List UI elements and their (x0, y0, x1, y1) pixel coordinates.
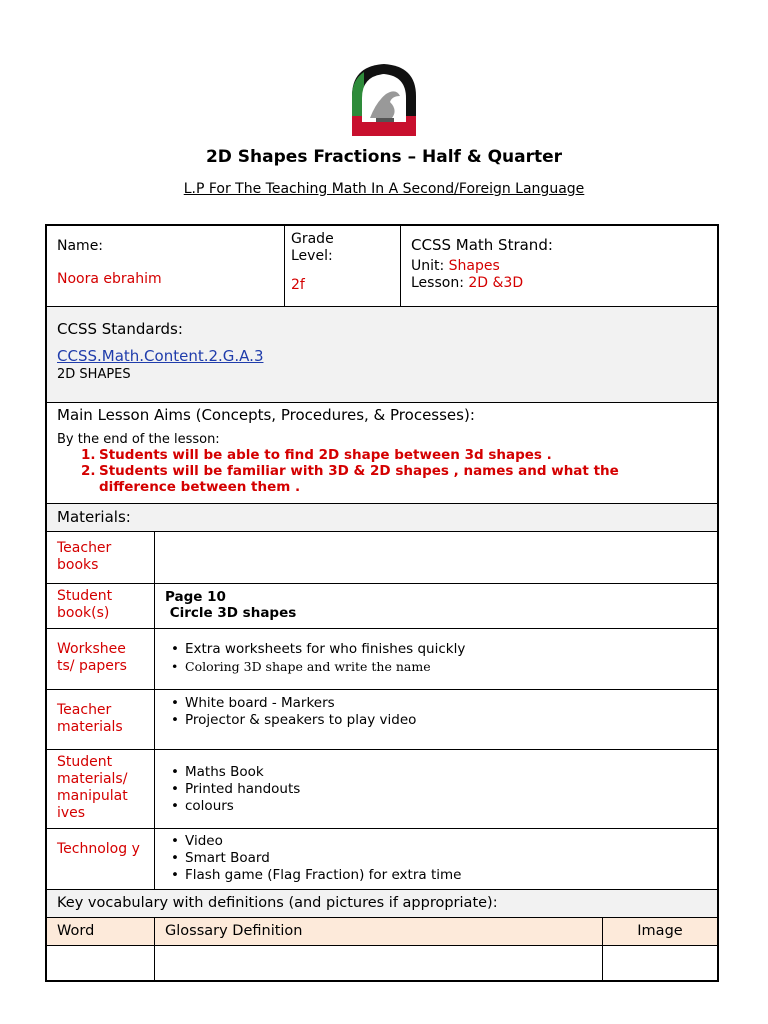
list-item: • Projector & speakers to play video (165, 712, 707, 729)
standards-heading: CCSS Standards: (57, 320, 183, 338)
material-label-teacher-materials: Teacher materials (47, 690, 155, 750)
vocab-word-cell (47, 946, 155, 980)
school-logo (346, 62, 422, 140)
standard-link[interactable]: CCSS.Math.Content.2.G.A.3 (57, 347, 264, 365)
unit-value: Shapes (448, 258, 500, 274)
list-item: • Extra worksheets for who finishes quickly (165, 641, 707, 658)
vocab-col-word: Word (47, 918, 155, 946)
list-item: • Flash game (Flag Fraction) for extra time (165, 867, 707, 884)
vocab-image-cell (603, 946, 717, 980)
material-value-student-books: Page 10 Circle 3D shapes (155, 584, 717, 629)
vocab-col-image: Image (603, 918, 717, 946)
material-value-student-materials (155, 750, 717, 829)
list-item: • Coloring 3D shape and write the name (165, 658, 707, 675)
materials-heading: Materials: (57, 508, 131, 526)
material-label-student-books: Student book(s) (47, 584, 155, 629)
name-cell (47, 226, 285, 307)
list-item: • Smart Board (165, 850, 707, 867)
page-title: 2D Shapes Fractions – Half & Quarter (205, 147, 563, 167)
list-item: • Video (165, 833, 707, 850)
unit-label: Unit: (411, 258, 449, 274)
material-value-technology (155, 829, 717, 890)
aim-item: 1. Students will be able to find 2D shape between 3d shapes . (81, 447, 552, 463)
name-label: Name: (57, 238, 104, 254)
aims-heading: Main Lesson Aims (Concepts, Procedures, & Processes): (57, 406, 475, 424)
lesson-label: Lesson: (411, 275, 469, 291)
list-item: • Printed handouts (165, 781, 707, 798)
grade-label: Grade Level: (291, 231, 334, 264)
material-value-worksheets (155, 629, 717, 690)
aims-cell (47, 403, 717, 504)
standard-description: 2D SHAPES (57, 367, 131, 382)
material-label-student-materials: Student materials/ manipulat ives (47, 750, 155, 829)
vocab-heading: Key vocabulary with definitions (and pictures if appropriate): (57, 895, 498, 911)
list-item: • Maths Book (165, 764, 707, 781)
material-label-worksheets: Workshee ts/ papers (47, 629, 155, 690)
aim-item: 2. Students will be familiar with 3D & 2D shapes , names and what the difference between them . (81, 463, 619, 495)
materials-heading-cell (47, 504, 717, 532)
grade-cell (285, 226, 401, 307)
strand-cell (401, 226, 717, 307)
vocab-heading-cell (47, 890, 717, 918)
name-value: Noora ebrahim (57, 271, 162, 287)
material-value-teacher-materials (155, 690, 717, 750)
page-subtitle: L.P For The Teaching Math In A Second/Foreign Language (183, 181, 585, 197)
list-item: • White board - Markers (165, 695, 707, 712)
aims-intro: By the end of the lesson: (57, 432, 220, 447)
grade-value: 2f (291, 277, 305, 293)
standards-cell (47, 307, 717, 403)
aims-list (81, 447, 707, 495)
vocab-col-definition: Glossary Definition (155, 918, 603, 946)
material-label-technology: Technolog y (47, 829, 155, 890)
vocab-definition-cell (155, 946, 603, 980)
material-value-teacher-books (155, 532, 717, 584)
strand-label: CCSS Math Strand: (411, 236, 553, 254)
lesson-value: 2D &3D (468, 275, 524, 291)
material-label-teacher-books: Teacher books (47, 532, 155, 584)
list-item: • colours (165, 798, 707, 815)
lesson-plan-table (45, 224, 719, 982)
